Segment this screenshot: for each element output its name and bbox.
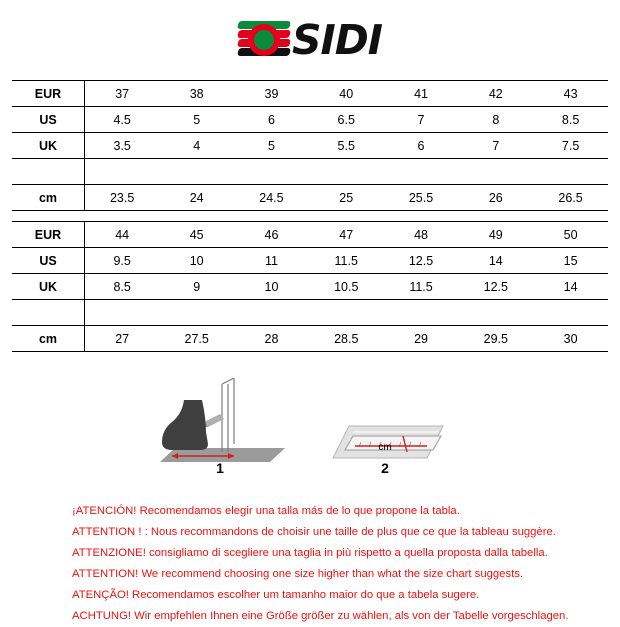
cell: 11 [234,248,309,274]
cell: 29 [414,331,428,346]
cell: 50 [533,222,608,248]
ruler-unit-label: cm [378,442,392,453]
row-label-cm: cm [12,326,85,352]
cell: 15 [533,248,608,274]
cell: 24.5 [259,190,284,205]
cell: 45 [159,222,234,248]
row-label-uk: UK [12,133,85,159]
table-row [12,274,608,300]
size-table-bottom [12,221,608,352]
note-es: ¡ATENCIÓN! Recomendamos elegir una talla más de lo que propone la tabla. [72,505,460,517]
table-row [12,222,608,248]
row-label-eur: EUR [12,81,85,107]
row-label-cm: cm [12,185,85,211]
cell: 43 [533,81,608,107]
brand-logo [0,0,620,80]
cell: 4.5 [85,107,160,133]
cell: 39 [234,81,309,107]
cell: 10 [159,248,234,274]
sidi-emblem-icon [238,19,290,61]
cell: 37 [85,81,160,107]
cell: 40 [309,81,384,107]
table-gap [0,211,620,221]
cell: 7 [384,107,459,133]
cell: 8.5 [533,107,608,133]
cell: 38 [159,81,234,107]
row-label-us: US [12,248,85,274]
cell: 27.5 [184,331,209,346]
cell: 11.5 [309,248,384,274]
cell: 12.5 [458,274,533,300]
cell: 24 [189,190,204,205]
note-it: ATTENZIONE! consigliamo di scegliere una taglia in più rispetto a quella proposta dalla tabella. [72,547,548,559]
table-row [12,107,608,133]
cell: 44 [85,222,160,248]
cell: 27 [115,331,130,346]
row-label-eur: EUR [12,222,85,248]
cell: 26.5 [558,190,583,205]
figure-1-caption: 1 [216,460,224,476]
cell: 10.5 [309,274,384,300]
cell: 9 [159,274,234,300]
cell: 12.5 [384,248,459,274]
table-row [12,81,608,107]
figure-2-caption: 2 [381,460,389,476]
cell: 48 [384,222,459,248]
cell: 26 [488,190,503,205]
cell: 25.5 [408,190,434,205]
cell: 49 [458,222,533,248]
cell: 4 [159,133,234,159]
cell: 42 [458,81,533,107]
cell: 7.5 [533,133,608,159]
cell: 5.5 [309,133,384,159]
cell: 46 [234,222,309,248]
cell: 6 [234,107,309,133]
cell: 28.5 [334,331,359,346]
note-fr: ATTENTION ! : Nous recommandons de choisir une taille de plus que ce que la tableau suggère. [72,526,556,538]
warning-notes [0,501,620,627]
cell: 14 [458,248,533,274]
table-spacer [12,300,608,326]
size-table-top [12,80,608,211]
cell: 7 [458,133,533,159]
table-row [12,185,608,211]
cell: 6 [384,133,459,159]
cell: 23.5 [109,190,135,205]
row-label-us: US [12,107,85,133]
note-en: ATTENTION! We recommend choosing one size higher than what the size chart suggests. [72,568,524,580]
cell: 6.5 [309,107,384,133]
cell: 30 [563,331,578,346]
table-spacer [12,159,608,185]
cell: 29.5 [483,331,508,346]
cell: 25 [339,190,354,205]
cell: 5 [234,133,309,159]
table-row [12,133,608,159]
cell: 11.5 [384,274,459,300]
cell: 28 [264,331,279,346]
table-row [12,248,608,274]
cell: 5 [159,107,234,133]
cell: 41 [384,81,459,107]
cell: 8 [458,107,533,133]
cell: 8.5 [85,274,160,300]
cell: 9.5 [85,248,160,274]
brand-logo-text: SIDI [291,15,383,64]
note-de: ACHTUNG! Wir empfehlen Ihnen eine Größe größer zu wählen, als von der Tabelle vorgeschlagen. [72,610,569,622]
cell: 47 [309,222,384,248]
cell: 10 [234,274,309,300]
table-row [12,326,608,352]
note-pt: ATENÇÃO! Recomendamos escolher um tamanho maior do que a tabela sugere. [72,589,480,601]
cell: 3.5 [85,133,160,159]
measurement-diagram [0,370,620,485]
cell: 14 [533,274,608,300]
row-label-uk: UK [12,274,85,300]
